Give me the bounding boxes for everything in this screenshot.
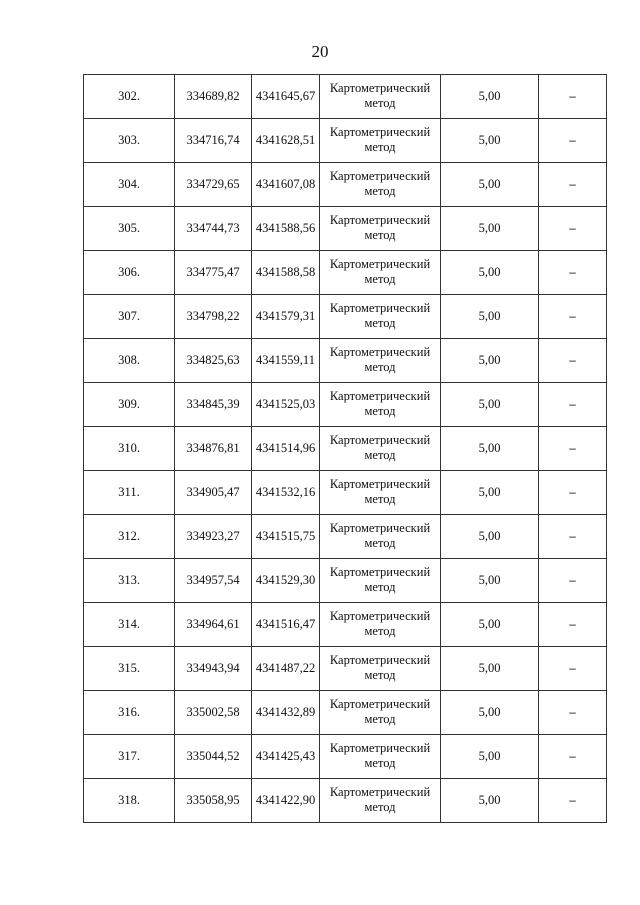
method-line-2: метод — [364, 580, 396, 594]
method-line-2: метод — [364, 228, 396, 242]
note-cell: – — [539, 603, 607, 647]
method-line-1: Картометрический — [329, 565, 431, 579]
method-line-2: метод — [364, 184, 396, 198]
method-line-2: метод — [364, 316, 396, 330]
coordinate-y-cell: 4341516,47 — [252, 603, 320, 647]
method-cell — [320, 207, 441, 251]
coordinate-x-cell: 334964,61 — [175, 603, 252, 647]
method-cell — [320, 647, 441, 691]
coordinate-x-cell: 334825,63 — [175, 339, 252, 383]
note-cell: – — [539, 207, 607, 251]
note-cell: – — [539, 119, 607, 163]
method-line-2: метод — [364, 668, 396, 682]
method-line-2: метод — [364, 360, 396, 374]
coordinate-y-cell: 4341525,03 — [252, 383, 320, 427]
method-cell — [320, 119, 441, 163]
table-row — [84, 471, 607, 515]
accuracy-cell: 5,00 — [441, 427, 539, 471]
point-number-cell: 305. — [84, 207, 175, 251]
accuracy-cell: 5,00 — [441, 471, 539, 515]
note-cell: – — [539, 427, 607, 471]
point-number-cell: 317. — [84, 735, 175, 779]
accuracy-cell: 5,00 — [441, 339, 539, 383]
coordinate-y-cell: 4341559,11 — [252, 339, 320, 383]
method-cell — [320, 383, 441, 427]
accuracy-cell: 5,00 — [441, 75, 539, 119]
method-line-2: метод — [364, 448, 396, 462]
accuracy-cell: 5,00 — [441, 515, 539, 559]
method-cell — [320, 603, 441, 647]
accuracy-cell: 5,00 — [441, 603, 539, 647]
method-cell — [320, 515, 441, 559]
table-row — [84, 515, 607, 559]
method-line-2: метод — [364, 96, 396, 110]
method-line-1: Картометрический — [329, 213, 431, 227]
coordinate-y-cell: 4341529,30 — [252, 559, 320, 603]
note-cell: – — [539, 691, 607, 735]
coordinates-table-body — [84, 75, 607, 823]
page-number: 20 — [311, 42, 329, 61]
method-line-2: метод — [364, 800, 396, 814]
method-line-1: Картометрический — [329, 125, 431, 139]
coordinate-x-cell: 334775,47 — [175, 251, 252, 295]
coordinate-x-cell: 334876,81 — [175, 427, 252, 471]
method-line-1: Картометрический — [329, 521, 431, 535]
method-line-2: метод — [364, 492, 396, 506]
point-number-cell: 309. — [84, 383, 175, 427]
note-cell: – — [539, 339, 607, 383]
coordinates-table — [83, 74, 607, 823]
table-row — [84, 339, 607, 383]
accuracy-cell: 5,00 — [441, 251, 539, 295]
point-number-cell: 307. — [84, 295, 175, 339]
method-line-2: метод — [364, 272, 396, 286]
note-cell: – — [539, 647, 607, 691]
note-cell: – — [539, 383, 607, 427]
table-row — [84, 735, 607, 779]
accuracy-cell: 5,00 — [441, 295, 539, 339]
point-number-cell: 316. — [84, 691, 175, 735]
method-line-2: метод — [364, 536, 396, 550]
table-row — [84, 383, 607, 427]
method-cell — [320, 251, 441, 295]
note-cell: – — [539, 295, 607, 339]
table-row — [84, 603, 607, 647]
method-line-1: Картометрический — [329, 257, 431, 271]
point-number-cell: 302. — [84, 75, 175, 119]
method-line-1: Картометрический — [329, 697, 431, 711]
accuracy-cell: 5,00 — [441, 163, 539, 207]
coordinate-y-cell: 4341515,75 — [252, 515, 320, 559]
table-row — [84, 559, 607, 603]
accuracy-cell: 5,00 — [441, 691, 539, 735]
method-line-1: Картометрический — [329, 477, 431, 491]
coordinate-x-cell: 335058,95 — [175, 779, 252, 823]
method-line-2: метод — [364, 712, 396, 726]
coordinate-y-cell: 4341425,43 — [252, 735, 320, 779]
method-line-1: Картометрический — [329, 345, 431, 359]
note-cell: – — [539, 735, 607, 779]
accuracy-cell: 5,00 — [441, 559, 539, 603]
method-cell — [320, 471, 441, 515]
point-number-cell: 312. — [84, 515, 175, 559]
table-row — [84, 779, 607, 823]
note-cell: – — [539, 779, 607, 823]
note-cell: – — [539, 163, 607, 207]
method-cell — [320, 735, 441, 779]
table-row — [84, 207, 607, 251]
method-cell — [320, 339, 441, 383]
table-row — [84, 295, 607, 339]
coordinate-y-cell: 4341607,08 — [252, 163, 320, 207]
method-line-1: Картометрический — [329, 81, 431, 95]
accuracy-cell: 5,00 — [441, 119, 539, 163]
coordinate-y-cell: 4341487,22 — [252, 647, 320, 691]
coordinate-x-cell: 334744,73 — [175, 207, 252, 251]
method-line-1: Картометрический — [329, 389, 431, 403]
point-number-cell: 311. — [84, 471, 175, 515]
method-cell — [320, 163, 441, 207]
coordinate-y-cell: 4341422,90 — [252, 779, 320, 823]
accuracy-cell: 5,00 — [441, 735, 539, 779]
accuracy-cell: 5,00 — [441, 207, 539, 251]
coordinate-x-cell: 334845,39 — [175, 383, 252, 427]
method-cell — [320, 779, 441, 823]
method-line-1: Картометрический — [329, 785, 431, 799]
coordinate-x-cell: 335002,58 — [175, 691, 252, 735]
coordinate-y-cell: 4341645,67 — [252, 75, 320, 119]
coordinate-x-cell: 335044,52 — [175, 735, 252, 779]
method-line-2: метод — [364, 624, 396, 638]
point-number-cell: 310. — [84, 427, 175, 471]
note-cell: – — [539, 559, 607, 603]
coordinate-y-cell: 4341588,56 — [252, 207, 320, 251]
table-row — [84, 163, 607, 207]
method-cell — [320, 75, 441, 119]
point-number-cell: 304. — [84, 163, 175, 207]
note-cell: – — [539, 251, 607, 295]
table-row — [84, 427, 607, 471]
method-cell — [320, 427, 441, 471]
point-number-cell: 314. — [84, 603, 175, 647]
point-number-cell: 306. — [84, 251, 175, 295]
method-cell — [320, 691, 441, 735]
coordinate-x-cell: 334923,27 — [175, 515, 252, 559]
accuracy-cell: 5,00 — [441, 383, 539, 427]
method-line-1: Картометрический — [329, 433, 431, 447]
point-number-cell: 318. — [84, 779, 175, 823]
method-line-1: Картометрический — [329, 653, 431, 667]
coordinate-y-cell: 4341628,51 — [252, 119, 320, 163]
method-line-2: метод — [364, 756, 396, 770]
note-cell: – — [539, 471, 607, 515]
coordinate-x-cell: 334729,65 — [175, 163, 252, 207]
point-number-cell: 315. — [84, 647, 175, 691]
accuracy-cell: 5,00 — [441, 647, 539, 691]
method-line-1: Картометрический — [329, 741, 431, 755]
method-line-1: Картометрический — [329, 301, 431, 315]
note-cell: – — [539, 515, 607, 559]
method-line-2: метод — [364, 404, 396, 418]
method-cell — [320, 295, 441, 339]
table-row — [84, 75, 607, 119]
note-cell: – — [539, 75, 607, 119]
coordinate-y-cell: 4341432,89 — [252, 691, 320, 735]
point-number-cell: 308. — [84, 339, 175, 383]
coordinate-x-cell: 334905,47 — [175, 471, 252, 515]
method-line-1: Картометрический — [329, 169, 431, 183]
coordinate-y-cell: 4341514,96 — [252, 427, 320, 471]
coordinate-y-cell: 4341532,16 — [252, 471, 320, 515]
method-line-1: Картометрический — [329, 609, 431, 623]
point-number-cell: 303. — [84, 119, 175, 163]
coordinate-y-cell: 4341579,31 — [252, 295, 320, 339]
table-row — [84, 647, 607, 691]
coordinate-x-cell: 334689,82 — [175, 75, 252, 119]
table-row — [84, 251, 607, 295]
coordinate-x-cell: 334957,54 — [175, 559, 252, 603]
coordinate-x-cell: 334798,22 — [175, 295, 252, 339]
table-row — [84, 119, 607, 163]
point-number-cell: 313. — [84, 559, 175, 603]
coordinate-y-cell: 4341588,58 — [252, 251, 320, 295]
method-cell — [320, 559, 441, 603]
method-line-2: метод — [364, 140, 396, 154]
accuracy-cell: 5,00 — [441, 779, 539, 823]
coordinate-x-cell: 334716,74 — [175, 119, 252, 163]
table-row — [84, 691, 607, 735]
coordinate-x-cell: 334943,94 — [175, 647, 252, 691]
